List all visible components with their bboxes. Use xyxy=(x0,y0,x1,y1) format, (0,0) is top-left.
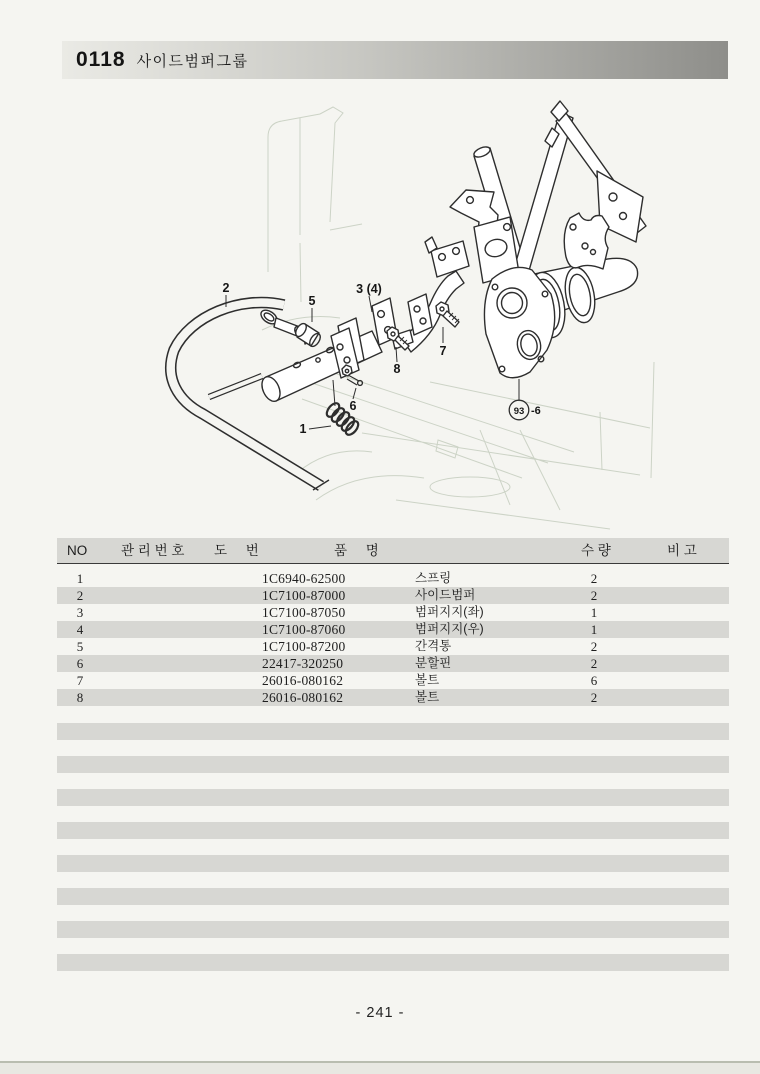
callout-93-suffix: -6 xyxy=(531,405,541,417)
cell-no: 7 xyxy=(76,673,84,688)
empty-row-stripe xyxy=(57,822,729,839)
header-mgmt-number: 관 리 번 호 xyxy=(121,543,185,558)
empty-row-stripe xyxy=(57,789,729,806)
cell-name: 간격통 xyxy=(415,639,452,653)
cell-no: 5 xyxy=(76,639,84,654)
table-row xyxy=(57,587,729,604)
cell-qty: 1 xyxy=(590,622,598,637)
table-row xyxy=(57,638,729,655)
support-bracket-small xyxy=(408,294,432,335)
cell-drawing: 22417-320250 xyxy=(262,656,344,671)
cell-qty: 2 xyxy=(590,690,598,705)
callout-8: 8 xyxy=(393,362,401,376)
notched-bracket xyxy=(564,213,609,269)
table-row xyxy=(57,604,729,621)
cell-no: 1 xyxy=(76,571,84,586)
hex-nut xyxy=(342,365,352,376)
empty-row-stripe xyxy=(57,855,729,872)
table-row xyxy=(57,672,729,689)
cell-no: 2 xyxy=(76,588,84,603)
header-remarks: 비 고 xyxy=(667,543,697,558)
rops-tube-right xyxy=(510,112,573,288)
table-header-row xyxy=(57,538,729,564)
page-bottom-edge xyxy=(0,1063,760,1074)
cell-qty: 6 xyxy=(590,673,598,688)
cell-name: 범퍼지지(좌) xyxy=(415,605,484,619)
table-row xyxy=(57,689,729,706)
table-row xyxy=(57,570,729,587)
cell-drawing: 1C6940-62500 xyxy=(262,571,346,586)
cell-drawing: 1C7100-87060 xyxy=(262,622,346,637)
callout-3-4: 3 (4) xyxy=(356,282,382,296)
empty-row-stripe xyxy=(57,756,729,773)
cell-no: 6 xyxy=(76,656,84,671)
section-title: 사이드범퍼그룹 xyxy=(136,52,249,70)
callout-93: 93 xyxy=(513,406,525,417)
header-part-name: 품 명 xyxy=(334,543,379,558)
cell-drawing: 26016-080162 xyxy=(262,690,344,705)
cell-qty: 2 xyxy=(590,639,598,654)
cell-drawing: 26016-080162 xyxy=(262,673,344,688)
cell-qty: 2 xyxy=(590,571,598,586)
table-row xyxy=(57,655,729,672)
header-no: NO xyxy=(67,543,88,558)
parts-table xyxy=(57,538,729,706)
callout-2: 2 xyxy=(222,281,230,295)
cell-no: 8 xyxy=(76,690,84,705)
cell-name: 분할핀 xyxy=(415,656,452,670)
page-number: - 241 - xyxy=(355,1005,405,1021)
cell-qty: 2 xyxy=(590,656,598,671)
empty-row-stripe xyxy=(57,921,729,938)
header-drawing-number: 도 번 xyxy=(214,543,259,558)
callout-7: 7 xyxy=(439,344,447,358)
cell-no: 4 xyxy=(76,622,84,637)
empty-rows-area xyxy=(57,723,729,987)
bolt7-shank xyxy=(443,311,459,327)
empty-row-stripe xyxy=(57,723,729,740)
callout-6: 6 xyxy=(349,399,357,413)
mount-cylinder xyxy=(266,331,382,401)
cell-no: 3 xyxy=(76,605,84,620)
cell-drawing: 1C7100-87200 xyxy=(262,639,346,654)
table-row xyxy=(57,621,729,638)
header-quantity: 수 량 xyxy=(581,543,611,558)
cell-qty: 1 xyxy=(590,605,598,620)
cell-name: 스프링 xyxy=(415,571,452,585)
cell-name: 볼트 xyxy=(415,690,440,704)
cell-name: 범퍼지지(우) xyxy=(415,622,484,636)
empty-row-stripe xyxy=(57,888,729,905)
cell-drawing: 1C7100-87000 xyxy=(262,588,346,603)
section-code: 0118 xyxy=(76,48,126,71)
cell-drawing: 1C7100-87050 xyxy=(262,605,346,620)
cell-name: 볼트 xyxy=(415,673,440,687)
cell-name: 사이드범퍼 xyxy=(415,588,476,602)
callout-5: 5 xyxy=(308,294,316,308)
callout-1: 1 xyxy=(299,422,307,436)
table-body xyxy=(57,570,729,706)
cell-qty: 2 xyxy=(590,588,598,603)
empty-row-stripe xyxy=(57,954,729,971)
